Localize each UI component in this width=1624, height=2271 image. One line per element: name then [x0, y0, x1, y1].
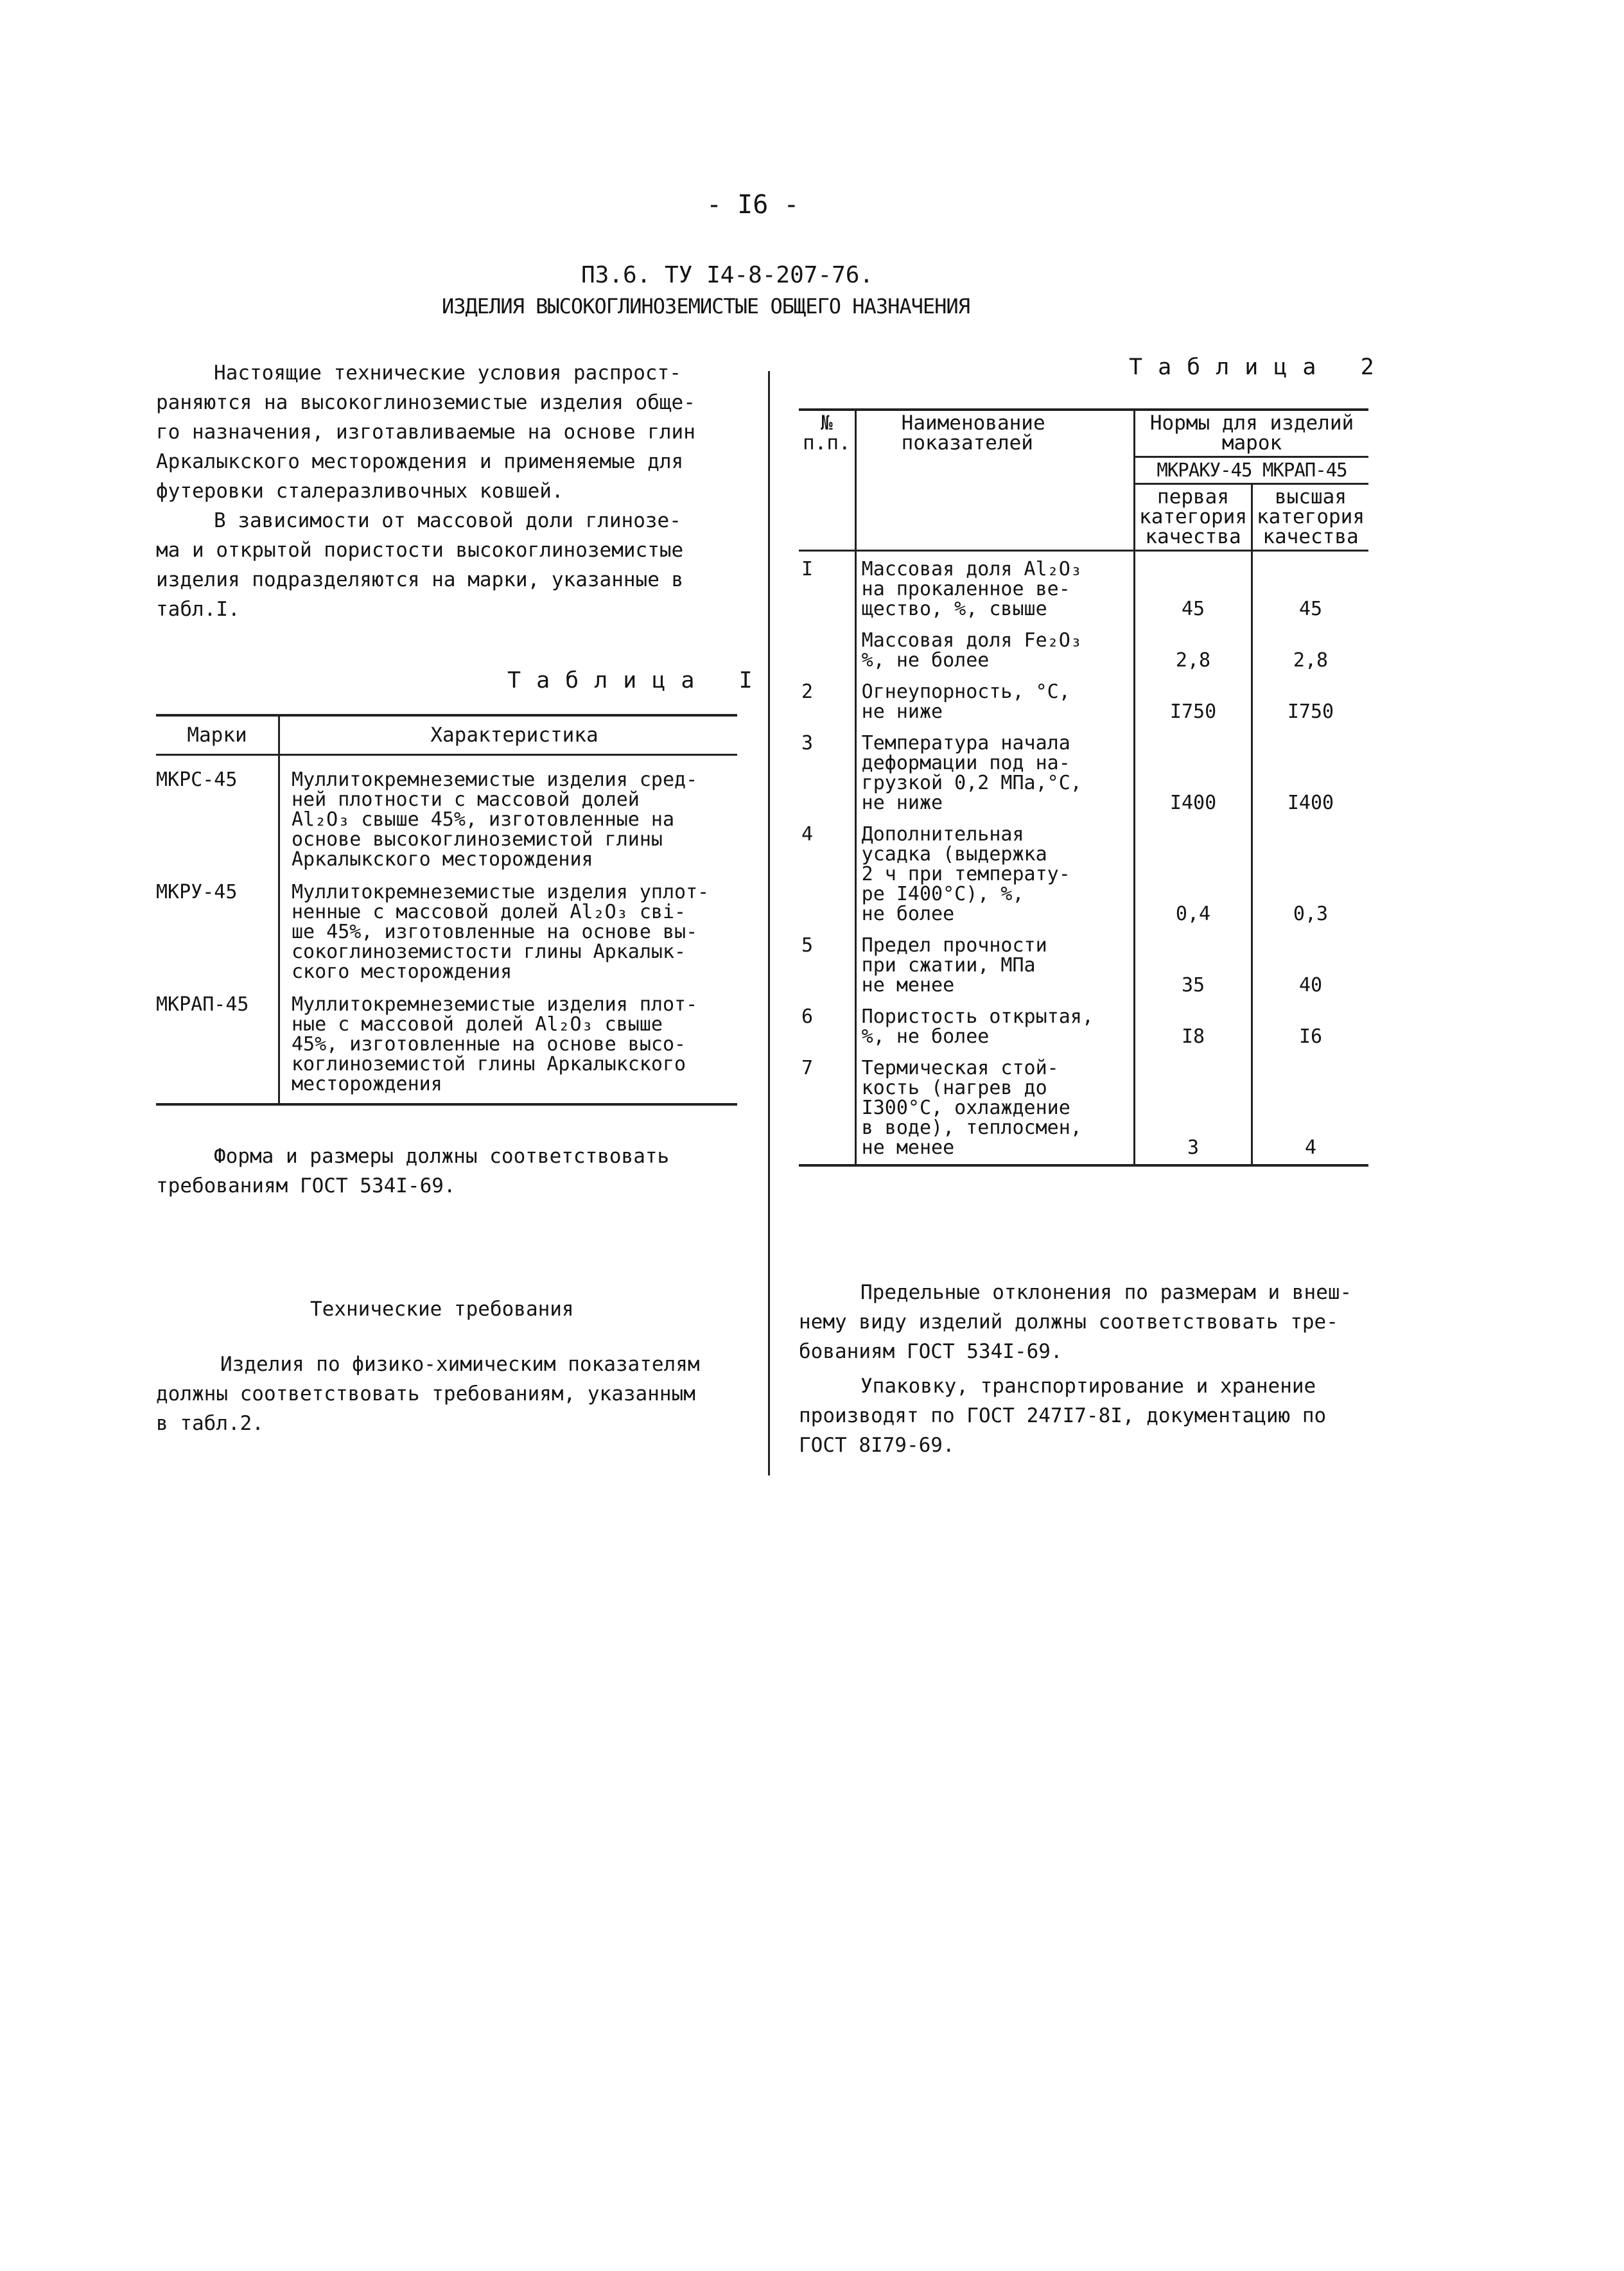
row-number [799, 625, 855, 677]
ind-line: кость (нагрев до [861, 1077, 1047, 1099]
ind-line: не более [861, 903, 955, 925]
intro2-line: табл.I. [156, 598, 240, 621]
table-row [799, 551, 1368, 626]
row-indicator [855, 819, 1134, 930]
ind-line: щество, %, свыше [861, 598, 1047, 620]
ind-line: 2 ч при температу- [861, 863, 1070, 885]
row-number: 3 [801, 732, 814, 754]
hdr-line: категория [1257, 505, 1365, 528]
table-row [799, 1002, 1368, 1053]
value-highest-category: 45 [1252, 551, 1368, 626]
ind-line: Пористость открытая, [861, 1005, 1094, 1028]
deviations-paragraph [799, 1278, 1415, 1460]
form-note-line: Форма и размеры должны соответствовать [214, 1145, 670, 1168]
value-highest-category: I400 [1252, 728, 1368, 819]
ind-line: Предел прочности [861, 934, 1047, 957]
table-row [156, 991, 737, 1104]
hdr-line: качества [1262, 525, 1359, 548]
row-indicator [855, 728, 1134, 819]
intro-line: Настоящие технические условия распрост- [214, 361, 681, 385]
tech-heading: Технические требования [310, 1298, 574, 1321]
hdr-line: Наименование [901, 412, 1045, 435]
table-1 [156, 714, 737, 1106]
packaging-line: ГОСТ 8I79-69. [799, 1434, 955, 1457]
tech-line: в табл.2. [156, 1412, 264, 1435]
char-line: ные с массовой долей Al₂O₃ свыше [292, 1013, 663, 1036]
table2-header-marks: МКРАКУ-45 МКРАП-45 [1135, 457, 1368, 484]
ind-line: не ниже [861, 700, 943, 723]
row-indicator [855, 551, 1134, 626]
row-indicator [855, 1053, 1134, 1165]
ind-line: Огнеупорность, °С, [861, 681, 1070, 703]
table-2 [799, 408, 1368, 1167]
ind-line: ре I400°С), %, [861, 883, 1024, 905]
table2-header-norms [1135, 410, 1368, 457]
page-number: - I6 - [706, 190, 799, 220]
ind-line: I300°С, охлаждение [861, 1097, 1070, 1119]
value-first-category: 3 [1135, 1053, 1252, 1165]
table1-caption: Таблица I [507, 668, 768, 693]
form-note [156, 1142, 747, 1201]
char-line: основе высокоглиноземистой глины [292, 828, 663, 851]
intro2-line: В зависимости от массовой доли глинозе- [214, 509, 681, 532]
table1-header-marks: Марки [156, 715, 279, 755]
table-row [156, 755, 737, 879]
table-row [156, 878, 737, 991]
intro-line: раняются на высокоглиноземистые изделия обще- [156, 391, 695, 414]
table-row [799, 625, 1368, 677]
value-highest-category: 0,3 [1252, 819, 1368, 930]
hdr-line: категория [1139, 505, 1248, 528]
ind-line: усадка (выдержка [861, 843, 1047, 866]
hdr-line: Нормы для изделий [1149, 412, 1354, 435]
section-subtitle: ИЗДЕЛИЯ ВЫСОКОГЛИНОЗЕМИСТЫЕ ОБЩЕГО НАЗНАЧЕНИЯ [442, 294, 970, 318]
row-number: 7 [801, 1057, 814, 1079]
column-divider [768, 371, 770, 1475]
table1-header-characteristic: Характеристика [279, 715, 738, 755]
table1-characteristic [279, 878, 738, 991]
char-line: Муллитокремнеземистые изделия плот- [292, 993, 698, 1016]
hdr-line: № [820, 412, 833, 435]
table-row [799, 677, 1368, 728]
table-row [799, 819, 1368, 930]
intro-paragraph [156, 358, 734, 624]
value-first-category: 0,4 [1135, 819, 1252, 930]
row-number: 5 [801, 934, 814, 957]
intro-line: футеровки сталеразливочных ковшей. [156, 480, 564, 503]
table2-header-cat1 [1135, 484, 1252, 551]
char-line: Аркалыкского месторождения [292, 848, 593, 871]
char-line: Муллитокремнеземистые изделия уплот- [292, 881, 710, 903]
ind-line: деформации под на- [861, 752, 1070, 774]
packaging-line: Упаковку, транспортирование и хранение [860, 1375, 1316, 1398]
ind-line: Дополнительная [861, 823, 1024, 846]
table2-header-name [855, 410, 1134, 551]
value-highest-category: 2,8 [1252, 625, 1368, 677]
table-row [799, 930, 1368, 1002]
hdr-line: качества [1145, 525, 1241, 548]
char-line: ненные с массовой долей Al₂O₃ сві- [292, 901, 686, 923]
char-line: ше 45%, изготовленные на основе вы- [292, 921, 698, 943]
ind-line: %, не более [861, 649, 990, 672]
ind-line: грузкой 0,2 МПа,°С, [861, 772, 1082, 794]
ind-line: не менее [861, 1136, 955, 1159]
char-line: месторождения [292, 1073, 442, 1095]
intro2-line: ма и открытой пористости высокоглиноземистые [156, 539, 684, 562]
value-first-category: 45 [1135, 551, 1252, 626]
table1-characteristic [279, 991, 738, 1104]
char-line: коглиноземистой глины Аркалыкского [292, 1053, 686, 1075]
ind-line: Термическая стой- [861, 1057, 1059, 1079]
table2-header-num [799, 410, 855, 551]
char-line: 45%, изготовленные на основе высо- [292, 1033, 686, 1056]
intro-line: Аркалыкского месторождения и применяемые для [156, 450, 684, 473]
char-line: сокоглиноземистости глины Аркалык- [292, 941, 686, 963]
ind-line: на прокаленное ве- [861, 578, 1070, 600]
tech-text [156, 1350, 747, 1438]
row-indicator [855, 677, 1134, 728]
value-first-category: I400 [1135, 728, 1252, 819]
char-line: Муллитокремнеземистые изделия сред- [292, 769, 698, 791]
hdr-line: высшая [1275, 485, 1347, 509]
table-row [799, 728, 1368, 819]
tech-line: Изделия по физико-химическим показателям [220, 1353, 700, 1376]
intro-line: го назначения, изготавливаемые на основе глин [156, 421, 695, 444]
row-number: I [799, 551, 855, 626]
char-line: Al₂O₃ свыше 45%, изготовленные на [292, 808, 675, 831]
packaging-line: производят по ГОСТ 247I7-8I, документацию по [799, 1404, 1327, 1427]
table-row [799, 1053, 1368, 1165]
row-indicator [855, 930, 1134, 1002]
table1-mark: МКРУ-45 [156, 881, 238, 903]
value-highest-category: I6 [1252, 1002, 1368, 1053]
hdr-line: п.п. [803, 431, 851, 455]
char-line: ней плотности с массовой долей [292, 788, 640, 811]
row-indicator [855, 1002, 1134, 1053]
form-note-line: требованиям ГОСТ 534I-69. [156, 1174, 456, 1197]
value-first-category: I750 [1135, 677, 1252, 728]
ind-line: не ниже [861, 792, 943, 814]
table1-mark: МКРС-45 [156, 769, 238, 791]
char-line: ского месторождения [292, 961, 512, 983]
ind-line: при сжатии, МПа [861, 954, 1036, 977]
row-indicator [855, 625, 1134, 677]
table1-mark: МКРАП-45 [156, 993, 249, 1016]
hdr-line: марок [1221, 431, 1282, 455]
row-number: 4 [801, 823, 814, 846]
deviation-line: Предельные отклонения по размерам и внеш- [860, 1281, 1352, 1304]
ind-line: %, не более [861, 1025, 990, 1048]
table1-characteristic [279, 755, 738, 879]
tech-line: должны соответствовать требованиям, указанным [156, 1382, 695, 1405]
value-highest-category: 40 [1252, 930, 1368, 1002]
row-number: 2 [801, 681, 814, 703]
value-first-category: 2,8 [1135, 625, 1252, 677]
ind-line: Температура начала [861, 732, 1070, 754]
table2-caption: Таблица 2 [1129, 354, 1390, 380]
value-highest-category: 4 [1252, 1053, 1368, 1165]
deviation-line: нему виду изделий должны соответствовать тре- [799, 1310, 1338, 1334]
hdr-line: первая [1157, 485, 1230, 509]
value-first-category: 35 [1135, 930, 1252, 1002]
row-number: 6 [801, 1005, 814, 1028]
table2-header-cat2 [1252, 484, 1368, 551]
intro2-line: изделия подразделяются на марки, указанные в [156, 568, 684, 591]
ind-line: Массовая доля Fe₂O₃ [861, 629, 1082, 652]
value-highest-category: I750 [1252, 677, 1368, 728]
ind-line: Массовая доля Al₂O₃ [861, 558, 1082, 580]
hdr-line: показателей [901, 431, 1033, 455]
ind-line: в воде), теплосмен, [861, 1117, 1082, 1139]
deviation-line: бованиям ГОСТ 534I-69. [799, 1340, 1063, 1363]
ind-line: не менее [861, 974, 955, 996]
value-first-category: I8 [1135, 1002, 1252, 1053]
section-title: ПЗ.6. ТУ I4-8-207-76. [581, 262, 874, 288]
